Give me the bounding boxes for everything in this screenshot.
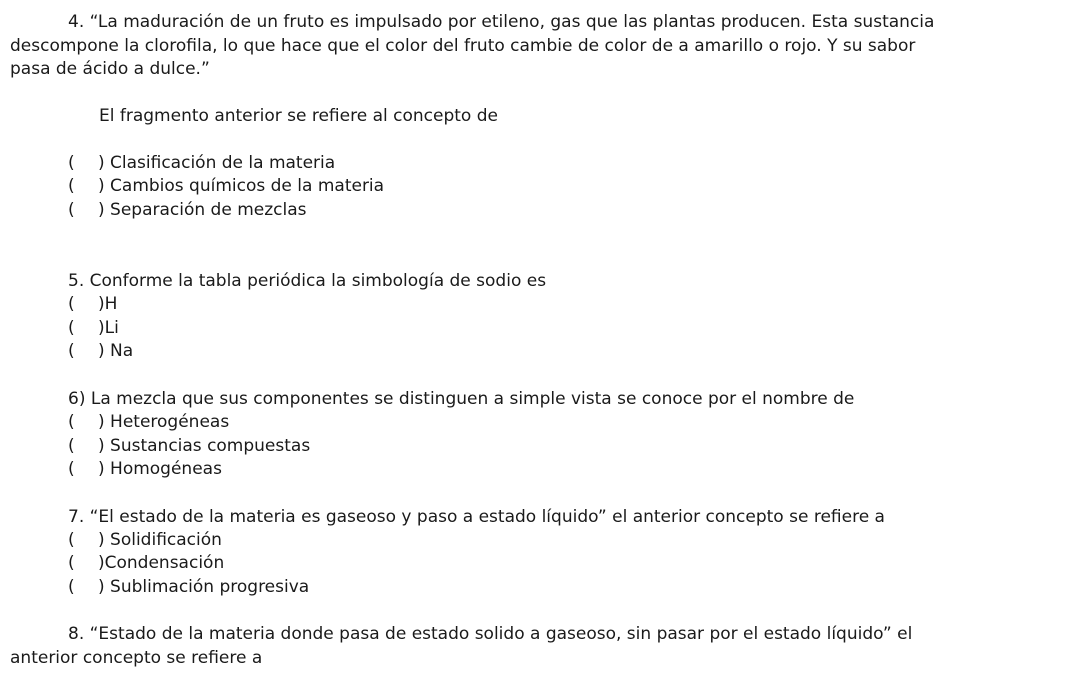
option-paren: ( [68,294,75,314]
q5-question: 5. Conforme la tabla periódica la simbología de sodio es [68,271,547,291]
option-label: ) Sublimación progresiva [98,577,310,597]
option-label: ) Clasificación de la materia [98,153,336,173]
q6-option-3[interactable] [68,458,222,481]
option-paren: ( [68,176,75,196]
q4-text-line-2: descompone la clorofila, lo que hace que el color del fruto cambie de color de a amarillo o rojo. Y su sabor [10,36,916,56]
q6-option-1[interactable] [68,411,229,434]
option-paren: ( [68,341,75,361]
option-label: ) Homogéneas [98,459,222,479]
q5-option-2[interactable] [68,317,119,340]
option-paren: ( [68,459,75,479]
q4-option-2[interactable] [68,175,384,198]
q8-text-line-1: 8. “Estado de la materia donde pasa de estado solido a gaseoso, sin pasar por el estado líquido” el [68,624,913,644]
q4-text-line-1: 4. “La maduración de un fruto es impulsado por etileno, gas que las plantas producen. Esta sustancia [68,12,935,32]
q7-option-2[interactable] [68,552,224,575]
option-label: ) Solidificación [98,530,222,550]
option-paren: ( [68,318,75,338]
option-paren: ( [68,553,75,573]
q6-option-2[interactable] [68,435,310,458]
option-paren: ( [68,577,75,597]
option-paren: ( [68,530,75,550]
option-paren: ( [68,436,75,456]
q4-option-1[interactable] [68,152,335,175]
q6-question: 6) La mezcla que sus componentes se distinguen a simple vista se conoce por el nombre de [68,389,855,409]
q7-option-3[interactable] [68,576,309,599]
q5-option-1[interactable] [68,293,117,316]
q4-text-line-3: pasa de ácido a dulce.” [10,59,210,79]
q4-option-3[interactable] [68,199,307,222]
option-paren: ( [68,412,75,432]
option-label: ) Separación de mezclas [98,200,307,220]
option-label: ) Cambios químicos de la materia [98,176,385,196]
q4-prompt: El fragmento anterior se refiere al concepto de [99,106,498,126]
option-label: ) Heterogéneas [98,412,230,432]
q7-option-1[interactable] [68,529,222,552]
q8-text-line-2: anterior concepto se refiere a [10,648,263,668]
q7-question: 7. “El estado de la materia es gaseoso y paso a estado líquido” el anterior concepto se refiere a [68,507,885,527]
option-label: )Condensación [98,553,225,573]
option-label: ) Na [98,341,134,361]
option-paren: ( [68,153,75,173]
q5-option-3[interactable] [68,340,133,363]
option-label: ) Sustancias compuestas [98,436,311,456]
option-label: )H [98,294,118,314]
option-paren: ( [68,200,75,220]
option-label: )Li [98,318,119,338]
